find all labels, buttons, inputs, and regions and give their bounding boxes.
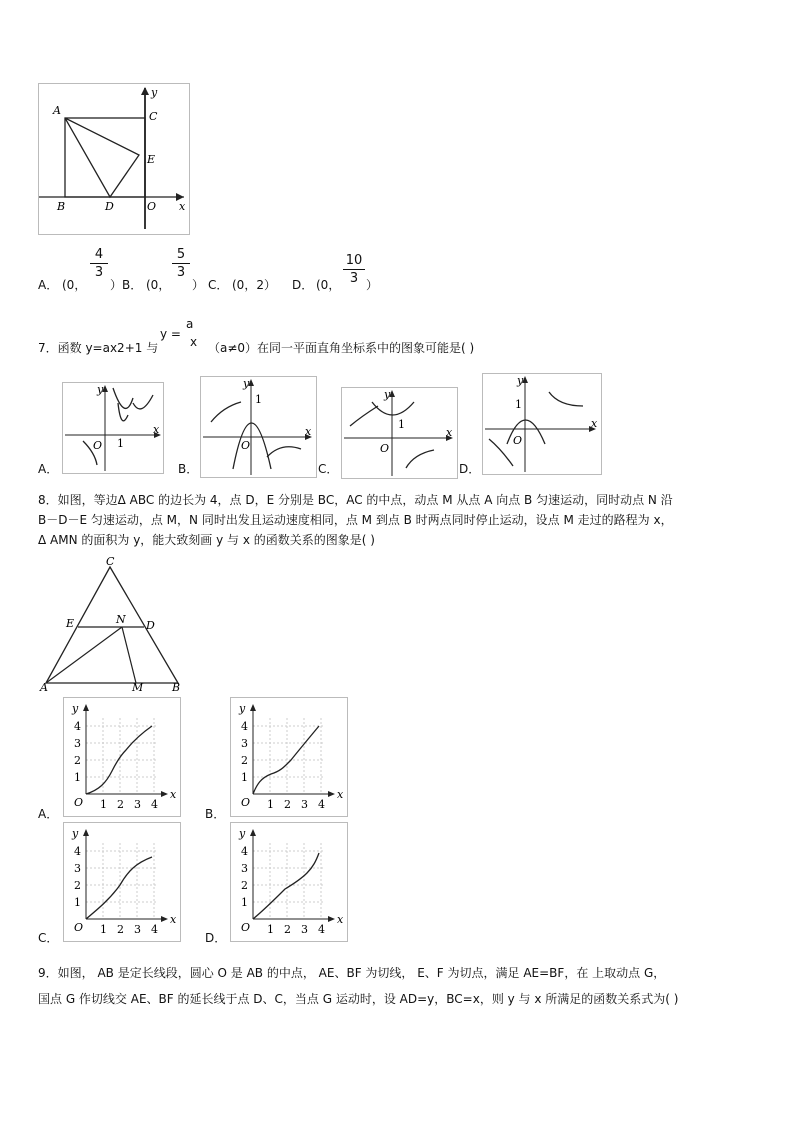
q6-label-E: E: [147, 153, 156, 166]
q8-label-A: A: [40, 681, 48, 693]
q6-option-a-pre: (0，: [62, 278, 87, 292]
q7b-one: 1: [255, 393, 262, 406]
q9-line1: 9．如图， AB 是定长线段，圆心 O 是 AB 的中点， AE、BF 为切线， E、F 为切点，满足 AE=BF，在 上取动点 G，: [38, 966, 666, 980]
q8-graph-xtick-1: 1: [100, 923, 107, 936]
q7b-x: x: [305, 425, 312, 438]
q8-graph-x: x: [170, 788, 177, 801]
q7-frac-den: x: [190, 335, 198, 349]
q8-graph-xtick-3: 3: [134, 798, 141, 811]
q7-option-b-letter: B．: [178, 462, 199, 476]
q8-graph-x: x: [170, 913, 177, 926]
q8-graph-y: y: [239, 827, 246, 840]
q8-graph-ytick-3: 3: [74, 737, 81, 750]
q8-graph-origin: O: [241, 921, 251, 934]
q6-option-a-fraction: [90, 247, 108, 280]
q8-graph-origin: O: [74, 796, 84, 809]
q8-graph-ytick-2: 2: [74, 754, 81, 767]
q7c-y: y: [384, 388, 391, 401]
q7a-one: 1: [117, 437, 124, 450]
q8-graph-d: [230, 822, 348, 942]
q7d-one: 1: [515, 398, 522, 411]
q6-label-A: A: [53, 104, 61, 117]
q7c-one: 1: [398, 418, 405, 431]
q8-graph-xtick-1: 1: [267, 798, 274, 811]
q8-line3: Δ AMN 的面积为 y，能大致刻画 y 与 x 的函数关系的图象是( ): [38, 533, 375, 547]
q7-option-a-letter: A．: [38, 462, 59, 476]
q6-option-a-post: ）: [110, 278, 123, 292]
q6-label-D: D: [105, 200, 114, 213]
q6-label-B: B: [57, 200, 66, 213]
q6-option-c-text: (0，2）: [232, 278, 276, 292]
q8-graph-ytick-4: 4: [241, 720, 248, 733]
q8-graph-ytick-1: 1: [241, 771, 248, 784]
q8-label-E: E: [66, 617, 75, 630]
q8-graph-ytick-3: 3: [241, 862, 248, 875]
q7-stem-pre: 7．函数 y=ax2+1 与: [38, 341, 159, 355]
q6-option-a-num: 4: [94, 247, 104, 262]
q6-option-b-num: 5: [176, 247, 186, 262]
q8-graph-ytick-2: 2: [241, 879, 248, 892]
q8-graph-xtick-2: 2: [117, 798, 124, 811]
q7-option-d-letter: D．: [459, 462, 481, 476]
q8-graph-y: y: [72, 702, 79, 715]
q6-option-c-letter: C．: [208, 278, 229, 292]
q6-option-b-letter: B．: [122, 278, 143, 292]
q8-graph-origin: O: [74, 921, 84, 934]
q7-frac-num: a: [186, 317, 194, 331]
q8-option-c-letter: C．: [38, 931, 59, 945]
q6-option-b-den: 3: [176, 265, 186, 280]
q8-graph-xtick-3: 3: [301, 923, 308, 936]
q6-option-d-fraction: [343, 253, 365, 286]
q6-option-d-den: 3: [349, 271, 359, 286]
q7-stem-post: （a≠0）在同一平面直角坐标系中的图象可能是( ): [208, 341, 475, 355]
q8-graph-ytick-2: 2: [74, 879, 81, 892]
q7b-O: O: [241, 439, 251, 452]
q8-graph-ytick-2: 2: [241, 754, 248, 767]
q7d-x: x: [591, 417, 598, 430]
q8-graph-xtick-4: 4: [318, 923, 325, 936]
q8-graph-xtick-2: 2: [117, 923, 124, 936]
q8-graph-x: x: [337, 913, 344, 926]
q8-graph-xtick-2: 2: [284, 798, 291, 811]
q8-graph-a: [63, 697, 181, 817]
q7-frac-left: y =: [160, 327, 181, 341]
q8-option-b-letter: B．: [205, 807, 226, 821]
q8-graph-x: x: [337, 788, 344, 801]
q6-figure-svg: [39, 84, 189, 234]
q7-graph-b: [200, 376, 317, 478]
q8-label-B: B: [172, 681, 181, 693]
q7a-x: x: [153, 423, 160, 436]
q6-label-O: O: [147, 200, 157, 213]
q8-label-C: C: [106, 555, 115, 568]
q6-figure: [38, 83, 190, 235]
q7d-y: y: [517, 374, 524, 387]
q8-line1: 8．如图，等边Δ ABC 的边长为 4，点 D，E 分别是 BC，AC 的中点，动点 M 从点 A 向点 B 匀速运动，同时动点 N 沿: [38, 493, 673, 507]
q6-label-x: x: [179, 200, 186, 213]
q8-label-M: M: [132, 681, 144, 693]
q8-graph-ytick-3: 3: [241, 737, 248, 750]
q8-line2: B－D－E 匀速运动，点 M，N 同时出发且运动速度相同，点 M 到点 B 时两点同时停止运动，设点 M 走过的路程为 x，: [38, 513, 673, 527]
q8-label-D: D: [146, 619, 155, 632]
q8-graph-b: [230, 697, 348, 817]
q6-option-d-pre: (0，: [316, 278, 341, 292]
q6-option-b-pre: (0，: [146, 278, 171, 292]
q8-graph-ytick-3: 3: [74, 862, 81, 875]
q6-label-C: C: [149, 110, 158, 123]
q8-graph-xtick-2: 2: [284, 923, 291, 936]
q6-option-d-num: 10: [345, 253, 363, 268]
q8-graph-ytick-4: 4: [241, 845, 248, 858]
q8-graph-ytick-4: 4: [74, 845, 81, 858]
q7b-y: y: [243, 377, 250, 390]
q7-graph-c: [341, 387, 458, 479]
q6-option-d-letter: D．: [292, 278, 314, 292]
q8-graph-origin: O: [241, 796, 251, 809]
q8-graph-xtick-3: 3: [301, 798, 308, 811]
q8-graph-c: [63, 822, 181, 942]
q8-graph-ytick-1: 1: [74, 771, 81, 784]
q6-option-d-post: ）: [366, 278, 379, 292]
q8-graph-y: y: [72, 827, 79, 840]
q8-graph-xtick-1: 1: [100, 798, 107, 811]
q8-graph-xtick-3: 3: [134, 923, 141, 936]
q9-line2: 国点 G 作切线交 AE、BF 的延长线于点 D、C，当点 G 运动时，设 AD=y，BC=x，则 y 与 x 所满足的函数关系式为( ): [38, 992, 679, 1006]
q7-graph-a: [62, 382, 164, 474]
q6-label-y: y: [151, 86, 158, 99]
q8-option-d-letter: D．: [205, 931, 227, 945]
q8-graph-ytick-1: 1: [74, 896, 81, 909]
q8-option-a-letter: A．: [38, 807, 59, 821]
q8-graph-xtick-4: 4: [151, 798, 158, 811]
q7d-O: O: [513, 434, 523, 447]
q8-graph-xtick-4: 4: [151, 923, 158, 936]
q7-graph-d: [482, 373, 602, 475]
q6-option-a-letter: A．: [38, 278, 59, 292]
q6-option-b-fraction: [172, 247, 190, 280]
q8-graph-y: y: [239, 702, 246, 715]
q7c-O: O: [380, 442, 390, 455]
q7-option-c-letter: C．: [318, 462, 339, 476]
q6-option-a-den: 3: [94, 265, 104, 280]
q7a-y: y: [97, 383, 104, 396]
q7c-x: x: [446, 426, 453, 439]
q8-label-N: N: [116, 613, 126, 626]
q6-option-b-post: ）: [192, 278, 205, 292]
q8-graph-ytick-4: 4: [74, 720, 81, 733]
q8-graph-xtick-4: 4: [318, 798, 325, 811]
q8-graph-xtick-1: 1: [267, 923, 274, 936]
q8-triangle-figure: [38, 553, 186, 693]
q7a-O: O: [93, 439, 103, 452]
q8-graph-ytick-1: 1: [241, 896, 248, 909]
